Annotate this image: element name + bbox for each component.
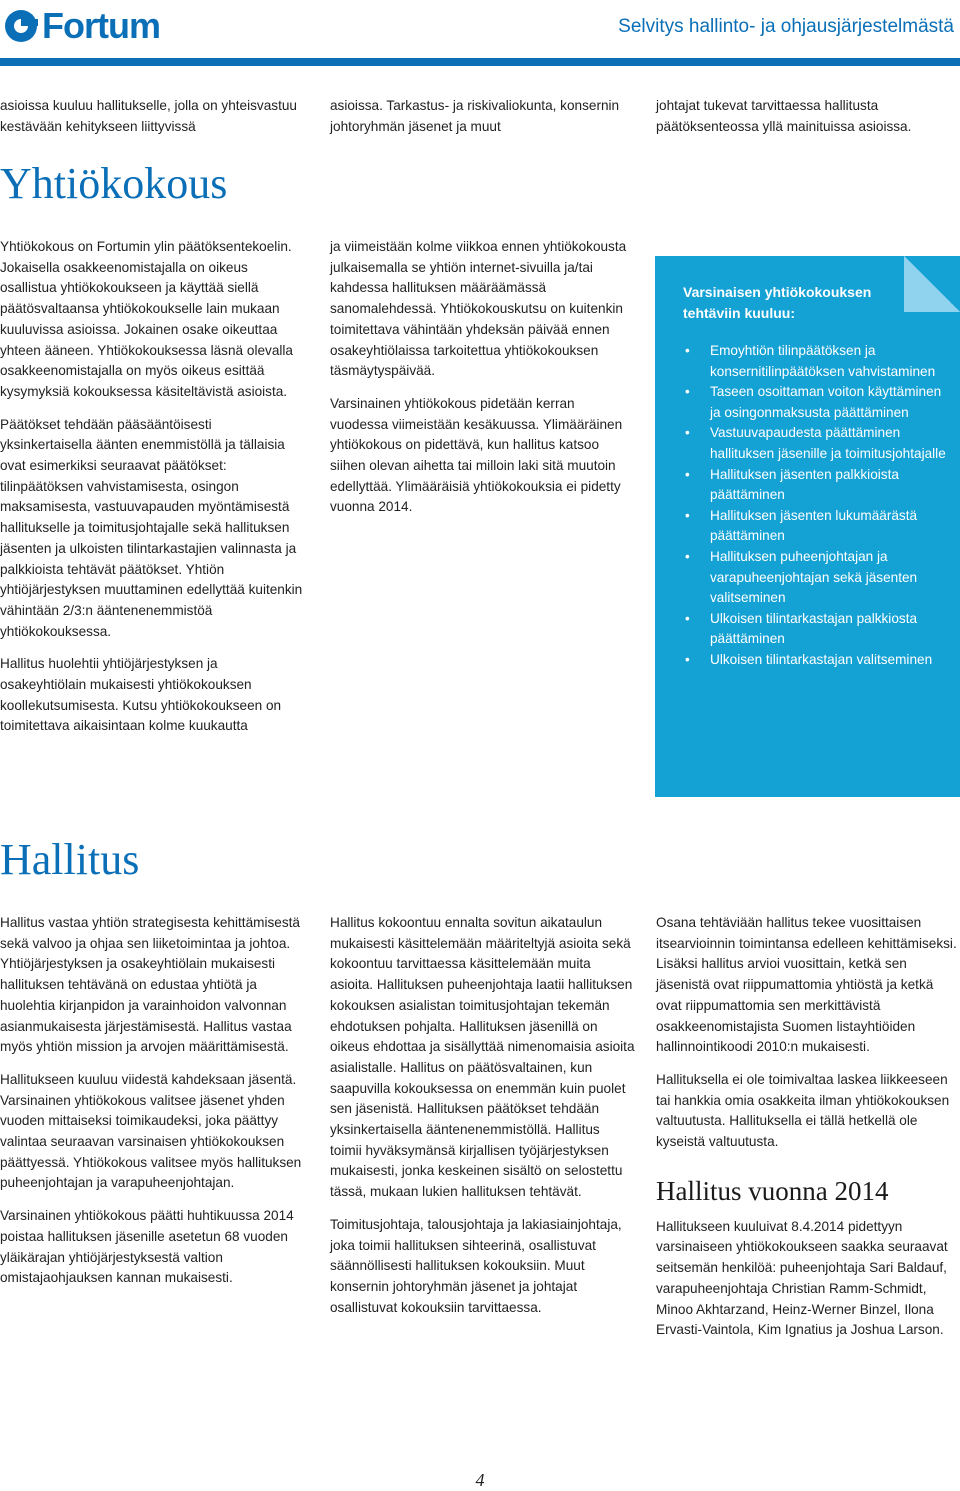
section-heading-hallitus: Hallitus [0,835,140,884]
header-rule [0,58,960,66]
fortum-logo [4,6,160,46]
list-item: • Emoyhtiön tilinpäätöksen ja konsernitilinpäätöksen vahvistaminen [683,341,948,382]
duties-list [683,341,948,671]
yhtiokokous-col2 [330,237,635,530]
sub-heading-hallitus-2014: Hallitus vuonna 2014 [656,1175,889,1206]
paragraph: Päätökset tehdään pääsääntöisesti yksinkertaisella äänten enemmistöllä ja tällaisia ovat esimerkiksi seuraavat päätökset: tilinpäätöksen vahvistamisesta, osingon maksamisesta, vastuuvapauden myöntämisestä hallitukselle ja toimitusjohtajalle sekä hallituksen jäsenten ja ulkoisten tilintarkastajien valinnasta ja palkkioista tehtävät päätökset. Yhtiön yhtiöjärjestyksen muuttaminen edellyttää kuitenkin vähintään 2/3:n ääntenenemmistöä yhtiökokouksessa. [0,416,303,639]
top-text-col3: johtajat tukevat tarvittaessa hallitusta päätöksenteossa yllä mainituissa asioissa. [656,98,912,134]
paragraph: Varsinainen yhtiökokous päätti huhtikuussa 2014 poistaa hallituksen jäsenille asetetun 68 vuoden yläikärajan yhtiöjärjestyksestä valtion omistajaohjauksen kannan mukaisesti. [0,1208,294,1286]
top-text-col2: asioissa. Tarkastus- ja riskivaliokunta, konsernin johtoryhmän jäsenet ja muut [330,98,620,134]
paragraph: Hallitukseen kuuluu viidestä kahdeksaan jäsentä. Varsinainen yhtiökokous valitsee jäsenet yhden vuoden mittaiseksi toimikaudeksi, joka päättyy valintaa seuraavan varsinaisen yhtiökokouksen päättyessä. Yhtiökokous valitsee myös hallituksen puheenjohtajan ja varapuheenjohtajan. [0,1071,302,1191]
paragraph: Hallitus kokoontuu ennalta sovitun aikataulun mukaisesti käsittelemään määriteltyjä asioita sekä kokoontuu tarvittaessa käsittelemään muita asioita. Hallituksen puheenjohtaja laatii hallituksen kokouksen asialistan toimitusjohtajan tekemän ehdotuksen pohjalta. Hallituksen jäsenillä on oikeus ehdottaa ja sisällyttää nimenomaisia asioita asialistalle. Hallitus on päätösvaltainen, kun saapuvilla kokouksessa on enemmän kuin puolet sen jäsenistä. Hallituksen päätökset tehdään yksinkertaisella ääntenenemmistöllä. Hallitus toimii hyväksymänsä kirjallisen työjärjestyksen mukaisesti, jonka keskeinen sisältö on selostettu tässä, mukaan lukien hallituksen tehtävät. [330,915,635,1200]
yhtiokokous-col1 [0,237,305,749]
list-item: • Hallituksen jäsenten palkkioista päättäminen [683,465,948,506]
list-item: • Ulkoisen tilintarkastajan palkkiosta päättäminen [683,609,948,650]
top-text-col1: asioissa kuuluu hallitukselle, jolla on yhteisvastuu kestävään kehitykseen liittyvissä [0,98,297,134]
paragraph: Osana tehtäviään hallitus tekee vuosittaisen itsearvioinnin toimintansa edelleen kehittämiseksi. Lisäksi hallitus arvioi vuosittain, ketkä sen jäsenistä ovat riippumattomia yhtiöstä ja ketkä ovat riippumattomia sen merkittävistä osakkeenomistajista Suomen listayhtiöiden hallinnointikoodi 2010:n mukaisesti. [656,915,957,1055]
paragraph: Hallitukseen kuuluivat 8.4.2014 pidettyyn varsinaiseen yhtiökokoukseen saakka seuraavat seitsemän henkilöä: puheenjohtaja Sari Baldauf, varapuheenjohtaja Christian Ramm-Schmidt, Minoo Akhtarzand, Heinz-Werner Binzel, Ilona Ervasti-Vaintola, Kim Ignatius ja Joshua Larson. [656,1218,948,1338]
paragraph: Toimitusjohtaja, talousjohtaja ja lakiasiainjohtaja, joka toimii hallituksen sihteerinä, osallistuvat säännöllisesti hallituksen kokouksiin. Muut konsernin johtoryhmän jäsenet ja johtajat osallistuvat kokouksiin tarvittaessa. [330,1216,622,1315]
document-title: Selvitys hallinto- ja ohjausjärjestelmästä [618,16,954,37]
paragraph: Hallitus vastaa yhtiön strategisesta kehittämisestä sekä valvoo ja ohjaa sen liiketoimintaa ja johtoa. Yhtiöjärjestyksen ja osakeyhtiölain mukaisesti hallituksen tehtävänä on edustaa yhtiötä ja huolehtia kirjanpidon ja varainhoidon valvonnan asianmukaisesta järjestämisestä. Hallitus vastaa myös yhtiön mission ja arvojen määrittämisestä. [0,915,300,1055]
list-item: • Vastuuvapaudesta päättäminen hallituksen jäsenille ja toimitusjohtajalle [683,423,948,464]
box-title: Varsinaisen yhtiökokouksen tehtäviin kuuluu: [683,284,872,321]
page-curl-decoration [904,256,960,312]
paragraph: ja viimeistään kolme viikkoa ennen yhtiökokousta julkaisemalla se yhtiön internet-sivuilla ja/tai kahdessa hallituksen määräämässä sanomalehdessä. Yhtiökokouskutsu on kuitenkin toimitettava vähintään yhdeksän päivää ennen osakeyhtiölaissa tarkoitettua yhtiökokouksen täsmäytyspäivää. [330,239,627,379]
paragraph: Hallitus huolehtii yhtiöjärjestyksen ja osakeyhtiölain mukaisesti yhtiökokouksen koollekutsumisesta. Kutsu yhtiökokoukseen on toimitettava aikaisintaan kolme kuukautta [0,656,282,734]
section-heading-yhtiokokous: Yhtiökokous [0,159,228,208]
hallitus-col3 [656,913,958,1353]
hallitus-col1 [0,913,305,1301]
list-item: • Hallituksen jäsenten lukumäärästä päättäminen [683,506,948,547]
agm-duties-box [655,256,960,797]
list-item: • Hallituksen puheenjohtajan ja varapuheenjohtajan sekä jäsenten valitseminen [683,547,948,609]
page-number: 4 [475,1470,485,1490]
hallitus-col2 [330,913,635,1330]
logo-text: Fortum [42,5,160,46]
list-item: • Ulkoisen tilintarkastajan valitseminen [683,650,948,671]
fortum-logo-icon [4,9,38,43]
paragraph: Varsinainen yhtiökokous pidetään kerran vuodessa viimeistään kesäkuussa. Ylimääräinen yhtiökokous on pidettävä, kun hallitus katsoo siihen olevan aihetta tai milloin laki sitä muutoin edellyttää. Ylimääräisiä yhtiökokouksia ei pidetty vuonna 2014. [330,395,623,515]
paragraph: Yhtiökokous on Fortumin ylin päätöksentekoelin. Jokaisella osakkeenomistajalla on oikeus osallistua yhtiökokoukseen ja käyttää siellä päätösvaltaansa yhtiökokoukselle lain mukaan kuuluvissa asioissa. Jokainen osake oikeuttaa yhteen ääneen. Yhtiökokouksessa läsnä olevalla osakkeenomistajalla on myös oikeus esittää kysymyksiä kokouksessa käsiteltävistä asioista. [0,239,293,399]
paragraph: Hallituksella ei ole toimivaltaa laskea liikkeeseen tai hankkia omia osakkeita ilman yhtiökokouksen valtuutusta. Hallituksella ei tällä hetkellä ole kyseistä valtuutusta. [656,1071,950,1150]
list-item: • Taseen osoittaman voiton käyttäminen ja osingonmaksusta päättäminen [683,382,948,423]
